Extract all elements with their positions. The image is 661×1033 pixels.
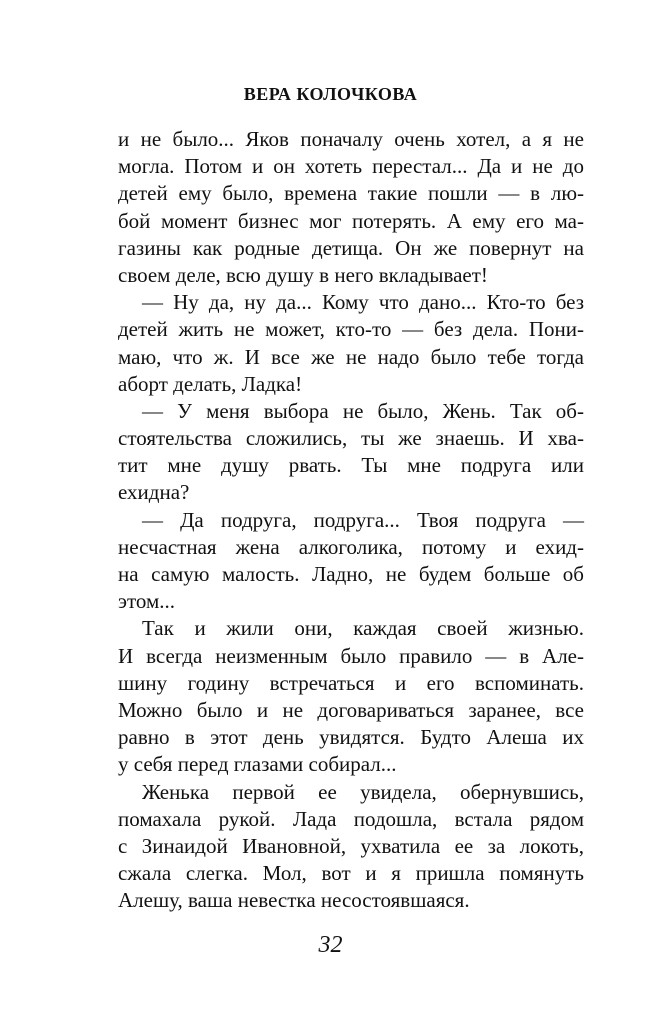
text-line: детей ему было, времена такие пошли — в лю- [118,181,584,206]
text-line: тит мне душу рвать. Ты мне подруга или [118,453,584,478]
running-head: ВЕРА КОЛОЧКОВА [243,84,418,104]
text-line: стоятельства сложились, ты же знаешь. И хва- [118,426,584,451]
body-text [118,126,584,914]
text-line: — Ну да, ну да... Кому что дано... Кто-то без [142,290,584,315]
text-line: Можно было и не договариваться заранее, все [118,697,584,722]
text-line: Женька первой ее увидела, обернувшись, [142,779,584,804]
text-line: шину годину встречаться и его вспоминать. [118,670,584,695]
text-line: на самую малость. Ладно, не будем больше об [118,562,584,586]
text-line: маю, что ж. И все же не надо было тебе тогда [118,344,584,369]
text-line: сжала слегка. Мол, вот и я пришла помянуть [118,861,584,886]
paragraph [118,126,584,289]
text-line: с Зинаидой Ивановной, ухватила ее за локоть, [118,833,584,858]
text-line: Так и жили они, каждая своей жизнью. [142,616,584,641]
paragraph [118,779,584,915]
text-line: ехидна? [118,480,190,505]
text-line: несчастная жена алкоголика, потому и ехид- [118,534,584,559]
text-line: Алешу, ваша невестка несостоявшаяся. [118,888,470,913]
text-line: газины как родные детища. Он же повернут на [118,235,584,260]
text-line: детей жить не может, кто-то — без дела. Пони- [118,317,584,342]
text-line: бой момент бизнес мог потерять. А ему его ма- [118,208,584,233]
text-line: могла. Потом и он хотеть перестал... Да и не до [118,154,584,179]
text-line: и не было... Яков поначалу очень хотел, а я не [118,127,584,151]
text-line: — Да подруга, подруга... Твоя подруга — [142,507,584,532]
paragraph [118,507,584,616]
paragraph [118,398,584,507]
paragraph [118,615,584,778]
text-line: И всегда неизменным было правило — в Але- [118,643,584,668]
text-line: равно в этот день увидятся. Будто Алеша их [118,725,584,750]
text-line: этом... [118,589,176,614]
text-line: аборт делать, Ладка! [118,371,303,396]
page-number: 32 [318,932,343,958]
text-line: помахала рукой. Лада подошла, встала рядом [118,806,584,831]
paragraph [118,289,584,398]
text-line: своем деле, всю душу в него вкладывает! [118,262,488,287]
text-line: у себя перед глазами собирал... [118,752,397,777]
text-line: — У меня выбора не было, Жень. Так об- [142,398,584,423]
